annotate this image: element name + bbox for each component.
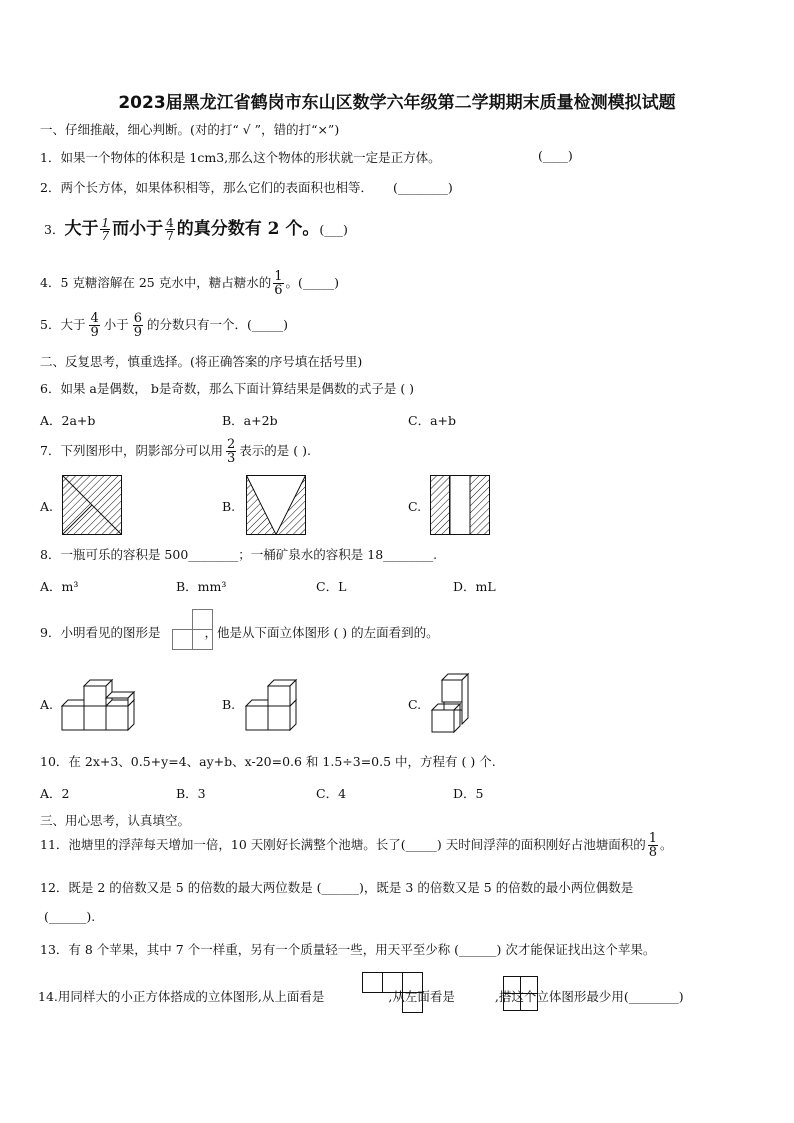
question-7 (40, 438, 311, 465)
question-8: 8．一瓶可乐的容积是 500________；一桶矿泉水的容积是 18________. (40, 547, 438, 562)
q9-solid-c (430, 670, 480, 736)
fraction-1-6: $\frac{1}{6}$ (274, 269, 283, 298)
question-4 (40, 270, 339, 297)
question-12-line-2: (______). (44, 909, 96, 924)
question-10: 10．在 2x+3、0.5+y=4、ay+b、x-20=0.6 和 1.5÷3=0.5 中，方程有 ( ) 个. (40, 754, 496, 769)
fraction-1-7: $\frac{1}{7}$ (101, 216, 110, 243)
q10-option-d[interactable]: D．5 (453, 786, 484, 801)
question-13: 13．有 8 个苹果，其中 7 个一样重，另有一个质量轻一些，用天平至少称 (______) 次才能保证找出这个苹果。 (40, 942, 656, 957)
q9-option-b[interactable]: B. (222, 697, 236, 712)
q8-option-b[interactable]: B．mm³ (176, 579, 227, 594)
question-11-text: 11．池塘里的浮萍每天增加一倍，10 天刚好长满整个池塘。长了(_____) 天时间浮萍的面积刚好占池塘面积的 (40, 837, 646, 852)
q9-solid-a (60, 676, 140, 732)
q6-option-c[interactable]: C．a+b (408, 413, 456, 428)
q8-option-d[interactable]: D．mL (453, 579, 496, 594)
fraction-2-3: $\frac{2}{3}$ (226, 437, 236, 466)
q14-left-view-figure (503, 976, 539, 1012)
q9-option-a[interactable]: A. (40, 697, 54, 712)
question-11 (40, 832, 673, 859)
answer-blank-4[interactable]: 。(_____) (285, 275, 340, 290)
question-7-post: 表示的是 ( ). (239, 443, 311, 458)
question-9 (40, 623, 439, 641)
answer-blank-3[interactable]: (___) (319, 222, 348, 237)
answer-blank-5[interactable]: (_____) (247, 317, 289, 332)
question-3-number: 3． (44, 222, 65, 237)
q7-option-a[interactable]: A. (40, 499, 54, 514)
q10-option-b[interactable]: B．3 (176, 786, 206, 801)
question-12-line-1: 12．既是 2 的倍数又是 5 的倍数的最大两位数是 (______)，既是 3 的倍数又是 5 的倍数的最小两位偶数是 (40, 880, 634, 895)
q7-option-b[interactable]: B. (222, 499, 236, 514)
q9-left-view-figure (172, 609, 214, 651)
question-14-mid: ,从左面看是 (388, 989, 455, 1004)
q6-option-a[interactable]: A．2a+b (40, 413, 96, 428)
question-1 (40, 148, 441, 166)
q14-top-view-figure (362, 972, 424, 1014)
q7-figure-b (246, 475, 306, 535)
question-5 (40, 312, 288, 339)
question-3-pre: 大于 (64, 219, 99, 239)
fraction-1-8: $\frac{1}{8}$ (648, 831, 658, 860)
question-6: 6．如果 a是偶数， b是奇数，那么下面计算结果是偶数的式子是 ( ) (40, 381, 415, 396)
question-9-post: ，他是从下面立体图形 ( ) 的左面看到的。 (204, 625, 439, 640)
question-5-pre: 5．大于 (40, 317, 86, 332)
section-1-heading: 一、仔细推敲，细心判断。(对的打“ √ ”，错的打“×”) (40, 122, 340, 137)
question-14 (38, 987, 684, 1005)
question-1-text: 1．如果一个物体的体积是 1cm3,那么这个物体的形状就一定是正方体。 (40, 150, 441, 165)
question-11-post: 。 (660, 837, 673, 852)
q7-figure-a (62, 475, 122, 535)
q10-option-c[interactable]: C．4 (316, 786, 347, 801)
question-3-post: 的真分数有 2 个。 (176, 219, 320, 239)
answer-blank-2[interactable]: (________) (392, 180, 453, 195)
question-14-pre: 14.用同样大的小正方体搭成的立体图形,从上面看是 (38, 989, 325, 1004)
question-2 (40, 178, 453, 196)
q7-figure-c (430, 475, 490, 535)
q9-option-c[interactable]: C. (408, 697, 422, 712)
q10-option-a[interactable]: A．2 (40, 786, 70, 801)
question-7-pre: 7．下列图形中，阴影部分可以用 (40, 443, 223, 458)
fraction-4-7: $\frac{4}{7}$ (166, 216, 174, 243)
question-2-text: 2．两个长方体，如果体积相等，那么它们的表面积也相等． (40, 180, 373, 195)
question-14-post: ,搭这个立体图形最少用(________) (494, 989, 684, 1004)
question-5-post: 的分数只有一个． (147, 317, 248, 332)
section-2-heading: 二、反复思考，慎重选择。(将正确答案的序号填在括号里) (40, 354, 363, 369)
question-9-pre: 9．小明看见的图形是 (40, 625, 161, 640)
question-3 (44, 214, 348, 242)
question-3-mid: 而小于 (112, 219, 164, 239)
question-4-text: 4．5 克糖溶解在 25 克水中，糖占糖水的 (40, 275, 272, 290)
q9-solid-b (244, 676, 304, 732)
fraction-6-9: $\frac{6}{9}$ (133, 311, 143, 340)
q7-option-c[interactable]: C. (408, 499, 422, 514)
q8-option-a[interactable]: A．m³ (40, 579, 79, 594)
answer-blank-1[interactable]: (____) (538, 148, 573, 163)
q6-option-b[interactable]: B．a+2b (222, 413, 278, 428)
q8-option-c[interactable]: C．L (316, 579, 347, 594)
fraction-4-9: $\frac{4}{9}$ (90, 311, 99, 340)
question-5-mid: 小于 (103, 317, 129, 332)
section-3-heading: 三、用心思考，认真填空。 (40, 813, 191, 828)
page-title: 2023届黑龙江省鹤岗市东山区数学六年级第二学期期末质量检测模拟试题 (118, 93, 676, 113)
